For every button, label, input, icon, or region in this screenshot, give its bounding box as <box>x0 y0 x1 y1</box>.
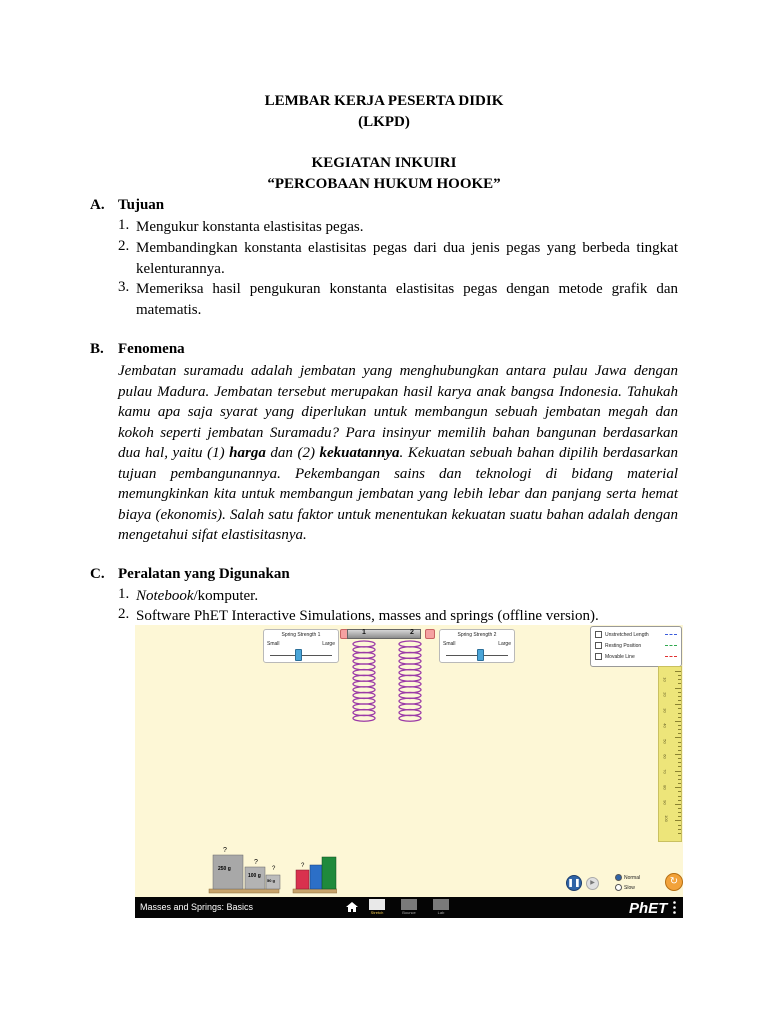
movable-line-line-icon <box>665 656 677 657</box>
ruler-tick <box>678 816 681 817</box>
weight-50g-label[interactable]: 50 g <box>267 878 276 883</box>
ruler-label: 100 <box>663 814 669 822</box>
spring-1[interactable] <box>349 638 379 728</box>
ruler-tick <box>678 766 681 767</box>
stretch-tab-icon <box>369 899 385 910</box>
activity-title: “PERCOBAAN HUKUM HOOKE” <box>267 176 501 192</box>
objective-3-number: 3. <box>118 279 130 295</box>
tab-stretch[interactable] <box>367 899 387 916</box>
ruler-tick <box>678 796 681 797</box>
objective-2-text: Membandingkan konstanta elastisitas pegas dari dua jenis pegas yang berbeda tingkat <box>136 240 678 256</box>
objective-3-text: Memeriksa hasil pengukuran konstanta elastisitas pegas dengan metode grafik dan <box>136 281 678 297</box>
ruler-tick <box>675 787 681 788</box>
ruler-tick <box>678 812 681 813</box>
spring-strength-2-title: Spring Strength 2 <box>457 632 497 638</box>
objective-2-text-cont: kelenturannya. <box>136 261 225 277</box>
phenomenon-keyword-strength: kekuatannya <box>319 445 400 461</box>
ruler-tick <box>678 808 681 809</box>
ruler-tick <box>678 733 681 734</box>
ruler[interactable] <box>658 666 682 842</box>
objective-3-text-cont: matematis. <box>136 302 202 318</box>
section-b-letter: B. <box>90 341 104 357</box>
ruler-tick <box>678 762 681 763</box>
ruler-tick <box>678 696 681 697</box>
ruler-tick <box>675 820 681 821</box>
phenomenon-line-8: biaya (ekonomis). Salah satu faktor untuk menentukan kekuatan suatu bahan adalah dengan <box>118 507 678 523</box>
unknown-weight-q-1: ? <box>223 847 227 854</box>
speed-slow-radio[interactable] <box>615 884 635 891</box>
ruler-tick <box>675 737 681 738</box>
spring-strength-1-small: Small <box>267 641 280 647</box>
ruler-tick <box>678 833 681 834</box>
equipment-1-notebook: Notebook <box>136 588 194 604</box>
pause-button[interactable]: ❚❚ <box>566 875 582 891</box>
sim-title: Masses and Springs: Basics <box>140 902 254 912</box>
unstretched-length-line-icon <box>665 634 677 635</box>
ruler-label: 70 <box>662 769 668 775</box>
unknown-weight-q-4: ? <box>301 863 305 869</box>
ruler-tick <box>675 671 681 672</box>
phet-navbar <box>135 897 683 918</box>
phenomenon-line-6: tujuan pembangunannya. Pekembangan sains dan teknologi di bidang material <box>118 466 678 482</box>
spring-2-reset-button[interactable] <box>425 629 435 639</box>
ruler-label: 30 <box>662 708 668 713</box>
spring-strength-2-slider[interactable] <box>477 649 484 661</box>
tab-lab[interactable] <box>431 899 451 916</box>
section-c-letter: C. <box>90 566 105 582</box>
step-button[interactable]: ▶ <box>586 877 599 890</box>
menu-dots-icon[interactable] <box>673 901 676 914</box>
ruler-tick <box>678 825 681 826</box>
activity-type: KEGIATAN INKUIRI <box>311 155 457 171</box>
spring-strength-1-title: Spring Strength 1 <box>281 632 321 638</box>
tab-bounce[interactable] <box>399 899 419 916</box>
doc-title-abbrev: (LKPD) <box>358 114 410 130</box>
ruler-tick <box>678 829 681 830</box>
section-a-title: Tujuan <box>118 197 165 213</box>
reset-all-button[interactable]: ↻ <box>665 873 683 891</box>
phenomenon-line-5-a: dua hal, yaitu (1) <box>118 445 230 461</box>
unknown-weight-q-2: ? <box>254 859 258 866</box>
ruler-tick <box>678 692 681 693</box>
resting-position-line-icon <box>665 645 677 646</box>
tab-bounce-label: Bounce <box>402 910 416 915</box>
ruler-tick <box>678 729 681 730</box>
ruler-tick <box>678 725 681 726</box>
phet-simulation <box>135 625 683 918</box>
ruler-tick <box>678 675 681 676</box>
phenomenon-line-9: mengetahui sifat elastisitasnya. <box>118 527 307 543</box>
speed-normal-radio[interactable] <box>615 874 640 881</box>
home-icon[interactable] <box>345 901 359 913</box>
ruler-label: 40 <box>662 723 668 728</box>
ruler-tick <box>678 679 681 680</box>
ruler-label: 50 <box>662 738 668 744</box>
phenomenon-line-4: kokoh seperti jembatan Suramadu? Para insinyur memilih bahan bangunan berdasarkan <box>118 425 678 441</box>
section-a-letter: A. <box>90 197 105 213</box>
ruler-tick <box>675 704 681 705</box>
spring-2-label: 2 <box>410 629 414 636</box>
ruler-tick <box>678 779 681 780</box>
checkbox-resting-position[interactable] <box>595 642 641 649</box>
checkbox-unstretched-length-label: Unstretched Length <box>605 631 649 638</box>
ruler-tick <box>678 713 681 714</box>
checkbox-movable-line-label: Movable Line <box>605 653 635 660</box>
phenomenon-line-1: Jembatan suramadu adalah jembatan yang menghubungkan antara pulau Jawa dengan <box>118 363 678 379</box>
phet-logo[interactable]: PhET <box>629 900 668 917</box>
visibility-checkbox-panel <box>590 626 682 667</box>
phenomenon-keyword-price: harga <box>229 445 266 461</box>
section-c-title: Peralatan yang Digunakan <box>118 566 290 582</box>
ruler-tick <box>675 688 681 689</box>
spring-strength-1-panel <box>263 629 339 663</box>
ruler-label: 60 <box>662 754 668 759</box>
ruler-tick <box>678 717 681 718</box>
spring-2[interactable] <box>395 638 425 728</box>
ruler-tick <box>678 783 681 784</box>
ruler-label: 10 <box>662 677 668 682</box>
weight-100g-label[interactable]: 100 g <box>248 873 261 879</box>
ruler-label: 20 <box>662 692 668 698</box>
phenomenon-line-3: kamu apa saja syarat yang diperlukan untuk membangun sebuah jembatan megah dan <box>118 404 678 420</box>
tab-lab-label: Lab <box>437 910 445 915</box>
ruler-label: 90 <box>662 800 668 805</box>
speed-slow-label: Slow <box>624 884 635 891</box>
equipment-2-number: 2. <box>118 606 130 622</box>
phenomenon-line-2: pulau Madura. Jembatan tersebut merupakan hasil karya anak bangsa Indonesia. Tahukah <box>118 384 678 400</box>
spring-strength-2-small: Small <box>443 641 456 647</box>
spring-strength-1-large: Large <box>322 641 335 647</box>
equipment-1-text <box>136 586 678 607</box>
spring-strength-1-slider[interactable] <box>295 649 302 661</box>
phenomenon-line-5-c: . Kekuatan sebuah bahan dipilih berdasarkan <box>399 445 678 461</box>
spring-1-label: 1 <box>362 629 366 636</box>
ruler-tick <box>678 708 681 709</box>
ruler-tick <box>678 746 681 747</box>
ruler-tick <box>678 791 681 792</box>
spring-strength-2-large: Large <box>498 641 511 647</box>
ruler-tick <box>678 775 681 776</box>
weight-250g-label[interactable]: 250 g <box>218 866 231 872</box>
unknown-weight-q-3: ? <box>272 866 276 872</box>
tab-stretch-label: Stretch <box>370 910 384 915</box>
objective-1-number: 1. <box>118 217 130 233</box>
ruler-tick <box>678 700 681 701</box>
section-b-title: Fenomena <box>118 341 185 357</box>
ruler-tick <box>678 800 681 801</box>
equipment-1-rest: /komputer. <box>193 588 259 604</box>
phenomenon-line-7: memungkinkan kita untuk membangun jembatan yang lebih lebar dan panjang serta hemat <box>118 486 678 502</box>
objective-1-text: Mengukur konstanta elastisitas pegas. <box>136 219 364 235</box>
spring-strength-2-panel <box>439 629 515 663</box>
ruler-tick <box>678 683 681 684</box>
ruler-tick <box>675 754 681 755</box>
bounce-tab-icon <box>401 899 417 910</box>
checkbox-movable-line[interactable] <box>595 653 635 660</box>
ruler-tick <box>675 771 681 772</box>
equipment-1-number: 1. <box>118 586 130 602</box>
ruler-label: 80 <box>662 785 668 790</box>
ruler-tick <box>678 758 681 759</box>
objective-2-number: 2. <box>118 238 130 254</box>
ruler-tick <box>675 804 681 805</box>
speed-normal-label: Normal <box>624 874 641 881</box>
ruler-tick <box>675 721 681 722</box>
doc-title: LEMBAR KERJA PESERTA DIDIK <box>264 93 504 109</box>
phenomenon-line-5-b: dan (2) <box>265 445 320 461</box>
ruler-tick <box>678 742 681 743</box>
equipment-2-text: Software PhET Interactive Simulations, masses and springs (offline version). <box>136 608 599 624</box>
lab-tab-icon <box>433 899 449 910</box>
checkbox-resting-position-label: Resting Position <box>605 642 642 649</box>
ruler-tick <box>678 750 681 751</box>
checkbox-unstretched-length[interactable] <box>595 631 649 638</box>
phenomenon-line-5 <box>118 443 678 464</box>
